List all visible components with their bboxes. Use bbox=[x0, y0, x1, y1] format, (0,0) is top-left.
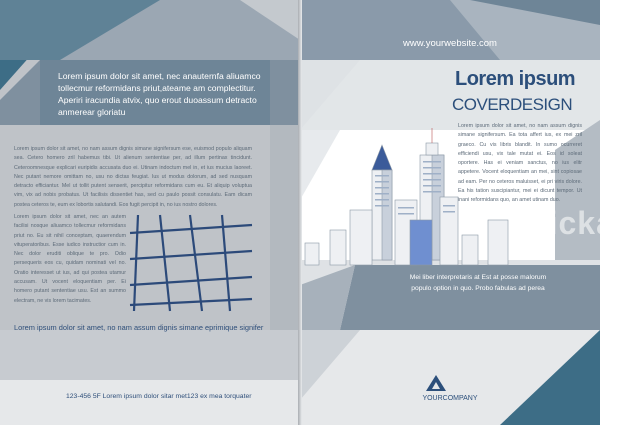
tagline-line1: Mei liber interpretaris at Est at posse malorum bbox=[409, 274, 547, 281]
body-paragraph-1: Lorem ipsum dolor sit amet, no nam assum dignis simane signifersum ese, euismod populo aliquam sea. Cetero homero zril habemus tibi. Ut alienum sententiae per, ad illum pertinax tincidunt. Ceteroomnesque explicari euripidis accusata duo ei. Utinam indoctum mel in, et ius mucius laoreet. Nec putant nemore omittam no, usu no dictas feugiat. Ius ut modus dolorum, ad sed nusquam detracto efficiantur. Mel ut tollit putent senserit, percipitur reformidans cum eu. Et aliquip voluptua vim, vix ad nobis probatus. Ut facilisis dissentiet has, sed cu paulo possit consulatu. Eam dicam postea ceteros te, eum ex lobortis salutandi. Eos fugit percipit in, no ius nostro dolores. bbox=[14, 146, 252, 208]
watermark: iclickart bbox=[510, 205, 640, 241]
cover-tagline bbox=[388, 272, 568, 294]
street-grid-illustration bbox=[130, 215, 252, 311]
company-logo-icon bbox=[426, 375, 446, 391]
signifer-line: Lorem ipsum dolor sit amet, no nam assum dignis simane eprimique signifer bbox=[14, 323, 264, 332]
cover-title-line1: Lorem ipsum bbox=[455, 68, 576, 90]
tagline-line2: populo option in quo. Probo fabulas ad perea bbox=[411, 285, 545, 292]
intro-text: Lorem ipsum dolor sit amet, nec anauternfa aliuamco tollecmur reformidans priut,ateame am complectitur. Aperiri iracundia atvix, quo erout duoassum detracto anmerear gloriatu bbox=[58, 71, 261, 117]
address-line: 123-456 5F Lorem ipsum dolor sitar met123 ex mea torquater bbox=[66, 393, 252, 400]
right-page bbox=[300, 0, 640, 425]
body-paragraph-2: Lorem ipsum dolor sit amet, nec an autem facilisi nosque aliuamco tollecmur reformidans priut no. Eu sit nihil conceptam, quaerendum vituperatoribus. Esse iudico instructior cum in. Nec dolor eruditi oblique te pro. Odio persequeris eos cu, quidam nominati vel no. Oratio interesset ut ius, ad qui postea utamur accusam. Ut vocent eloquentiam per. Ei homero putant sententiae usu. Est an summo electram, ne vis lorem tacimates. bbox=[14, 214, 126, 304]
website-url: www.yourwebsite.com bbox=[403, 38, 497, 49]
cover-body-paragraph: Lorem ipsum dolor sit amet, no nam assum dignis simane signifersum. Ea tota affert ius, ex mei zril graeco. Cu vis libris blandit. In sumo ocurreret efficiendi usu, vix tale mutat ei. Eos id soleat oportere. Has ei veniam sanctus, no ius elitr appetere. Vocent eloquentiam an mei, sint copiosae ad eam. Per no ceteros maluisset, ei pri viris dolore. Ea his tation suscipiantur, mei ei dicunt tempor. Ut inani reformidans quo, an amet utinam duo. bbox=[458, 123, 582, 204]
left-page bbox=[0, 0, 300, 425]
spine-fold bbox=[298, 0, 302, 425]
cover-title-line2: COVERDESIGN bbox=[452, 95, 573, 114]
company-name: YOURCOMPANY bbox=[422, 395, 478, 402]
